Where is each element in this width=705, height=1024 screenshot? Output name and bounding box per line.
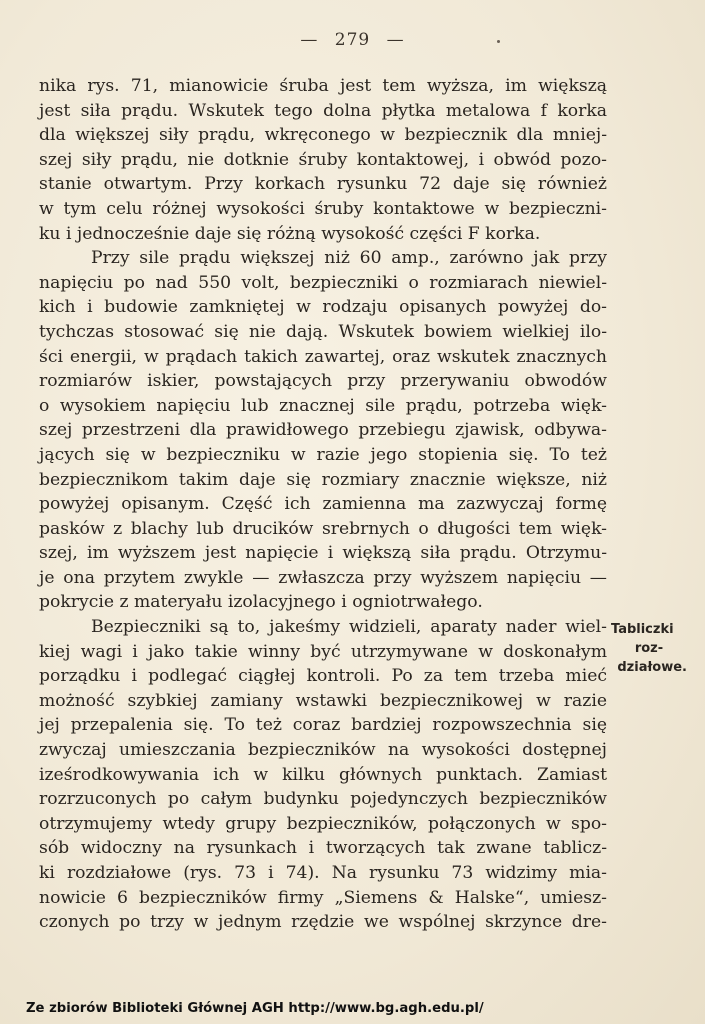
text-line: szej siły prądu, nie dotknie śruby kontaktowej, i obwód pozo- [39, 149, 607, 170]
text-line: pasków z blachy lub drucików srebrnych o długości tem więk- [39, 518, 607, 539]
text-line: ku i jednocześnie daje się różną wysokość części F korka. [39, 223, 541, 244]
text-line: nowicie 6 bezpieczników firmy „Siemens & Halske“, umiesz- [39, 887, 607, 908]
paragraph-start-line: Bezpieczniki są to, jakeśmy widzieli, aparaty nader wiel- [91, 617, 607, 638]
text-line: jest siła prądu. Wskutek tego dolna płytka metalowa f korka [39, 100, 607, 121]
text-line: napięciu po nad 550 volt, bezpieczniki o rozmiarach niewiel- [39, 272, 607, 293]
text-line: tychczas stosować się nie dają. Wskutek bowiem wielkiej ilo- [39, 321, 607, 342]
text-line: sób widoczny na rysunkach i tworzących tak zwane tablicz- [39, 838, 607, 859]
text-line: ści energii, w prądach takich zawartej, oraz wskutek znacznych [39, 346, 607, 367]
text-line: stanie otwartym. Przy korkach rysunku 72 daje się również [39, 174, 607, 195]
body-text [39, 74, 607, 935]
library-footer: Ze zbiorów Biblioteki Głównej AGH http://www.bg.agh.edu.pl/ [26, 1001, 484, 1016]
text-line: rozmiarów iskier, powstających przy przerywaniu obwodów [39, 371, 607, 392]
page-header [0, 30, 705, 50]
text-line: nika rys. 71, mianowicie śruba jest tem wyższa, im większą [39, 76, 607, 96]
paragraph-start-line: Przy sile prądu większej niż 60 amp., zarówno jak przy [91, 248, 607, 269]
text-line: w tym celu różnej wysokości śruby kontaktowe w bezpieczni- [39, 198, 607, 219]
text-line: rozrzuconych po całym budynku pojedynczych bezpieczników [39, 789, 607, 810]
text-line: powyżej opisanym. Część ich zamienna ma zazwyczaj formę [39, 494, 607, 515]
text-line: szej, im wyższem jest napięcie i większą siła prądu. Otrzymu- [39, 543, 607, 564]
margin-note [611, 620, 687, 677]
margin-note-line: Tabliczki [611, 622, 674, 637]
print-speck [497, 40, 500, 43]
margin-note-line: roz- [634, 641, 664, 656]
text-line: bezpiecznikom takim daje się rozmiary znacznie większe, niż [39, 469, 607, 490]
text-line: ki rozdziałowe (rys. 73 i 74). Na rysunku 73 widzimy mia- [39, 863, 607, 883]
margin-note-line: działowe. [617, 660, 687, 675]
text-line: kiej wagi i jako takie winny być utrzymywane w doskonałym [39, 641, 607, 662]
header-dash-right: — [386, 30, 405, 50]
text-line: możność szybkiej zamiany wstawki bezpiecznikowej w razie [39, 690, 607, 711]
text-line: jej przepalenia się. To też coraz bardziej rozpowszechnia się [39, 715, 607, 736]
text-line: iześrodkowywania ich w kilku głównych punktach. Zamiast [39, 764, 607, 785]
text-line: jących się w bezpieczniku w razie jego stopienia się. To też [39, 444, 607, 465]
text-line: pokrycie z materyału izolacyjnego i ogniotrwałego. [39, 592, 483, 613]
text-line: szej przestrzeni dla prawidłowego przebiegu zjawisk, odbywa- [39, 420, 607, 441]
header-dash-left: — [300, 30, 319, 50]
text-line: czonych po trzy w jednym rzędzie we wspólnej skrzynce dre- [39, 912, 607, 933]
text-line: kich i budowie zamkniętej w rodzaju opisanych powyżej do- [39, 297, 607, 318]
page-number: 279 [334, 30, 371, 50]
text-line: otrzymujemy wtedy grupy bezpieczników, połączonych w spo- [39, 813, 607, 834]
text-line: je ona przytem zwykle — zwłaszcza przy wyższem napięciu — [39, 567, 607, 588]
text-line: zwyczaj umieszczania bezpieczników na wysokości dostępnej [39, 740, 607, 761]
text-line: porządku i podlegać ciągłej kontroli. Po za tem trzeba mieć [39, 666, 607, 687]
text-line: o wysokiem napięciu lub znacznej sile prądu, potrzeba więk- [39, 395, 607, 416]
text-line: dla większej siły prądu, wkręconego w bezpiecznik dla mniej- [39, 125, 607, 146]
